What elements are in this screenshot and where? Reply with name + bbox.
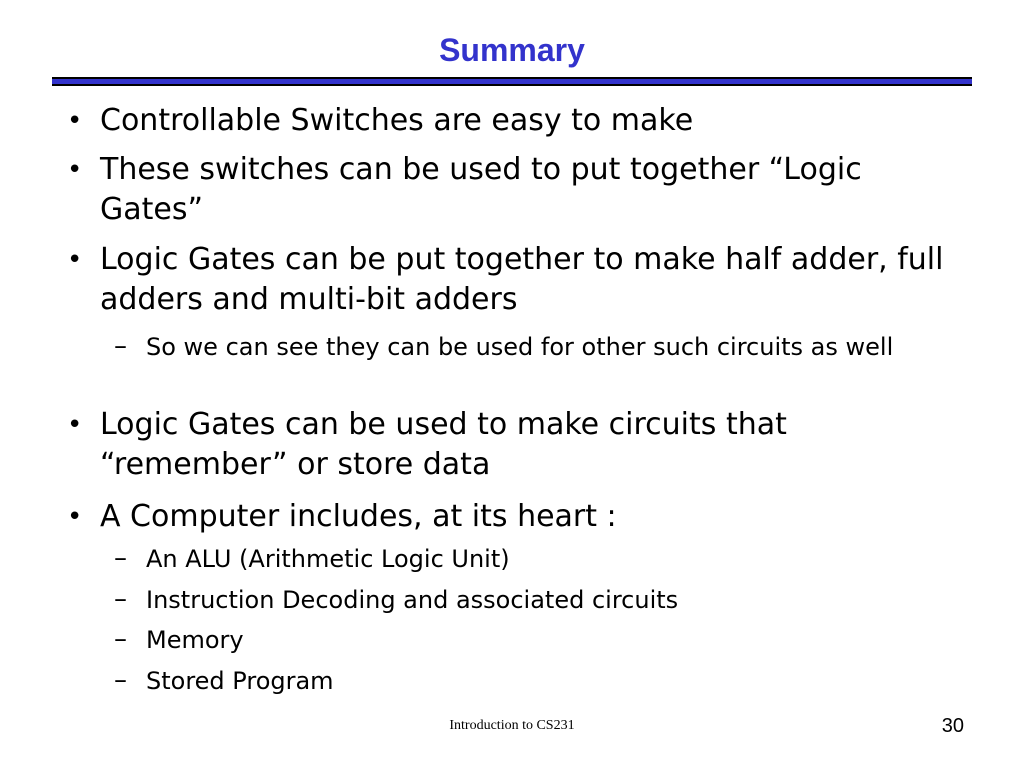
bullet-dot-icon: • <box>67 410 83 440</box>
dash-icon: – <box>114 624 127 654</box>
dash-icon: – <box>114 331 127 361</box>
bullet-item <box>67 405 960 485</box>
bullet-dot-icon: • <box>67 155 83 185</box>
bullet-text: A Computer includes, at its heart : <box>100 499 617 534</box>
bullet-text: Logic Gates can be used to make circuits that “remember” or store data <box>100 407 787 482</box>
bullet-item <box>67 150 960 230</box>
sub-bullet-text: An ALU (Arithmetic Logic Unit) <box>146 545 510 573</box>
sub-bullet-item <box>114 665 946 698</box>
bullet-text: These switches can be used to put together “Logic Gates” <box>100 152 862 227</box>
sub-bullet-item <box>114 331 946 364</box>
sub-bullet-text: Stored Program <box>146 667 334 695</box>
bullet-item <box>67 497 960 537</box>
bullet-item <box>67 101 960 141</box>
bullet-item <box>67 240 960 320</box>
sub-bullet-text: Memory <box>146 626 244 654</box>
sub-bullet-text: Instruction Decoding and associated circuits <box>146 586 679 614</box>
bullet-text: Logic Gates can be put together to make half adder, full adders and multi-bit adders <box>100 242 944 317</box>
footer-course-title: Introduction to CS231 <box>449 718 575 733</box>
bullet-dot-icon: • <box>67 502 83 532</box>
bullet-dot-icon: • <box>67 106 83 136</box>
sub-bullet-item <box>114 624 946 657</box>
bullet-dot-icon: • <box>67 245 83 275</box>
page-number: 30 <box>941 715 964 737</box>
slide-title: Summary <box>439 32 585 68</box>
sub-bullet-item <box>114 584 946 617</box>
bullet-text: Controllable Switches are easy to make <box>100 103 694 138</box>
dash-icon: – <box>114 584 127 614</box>
sub-bullet-item <box>114 543 946 576</box>
sub-bullet-text: So we can see they can be used for other such circuits as well <box>146 333 894 361</box>
dash-icon: – <box>114 665 127 695</box>
dash-icon: – <box>114 543 127 573</box>
